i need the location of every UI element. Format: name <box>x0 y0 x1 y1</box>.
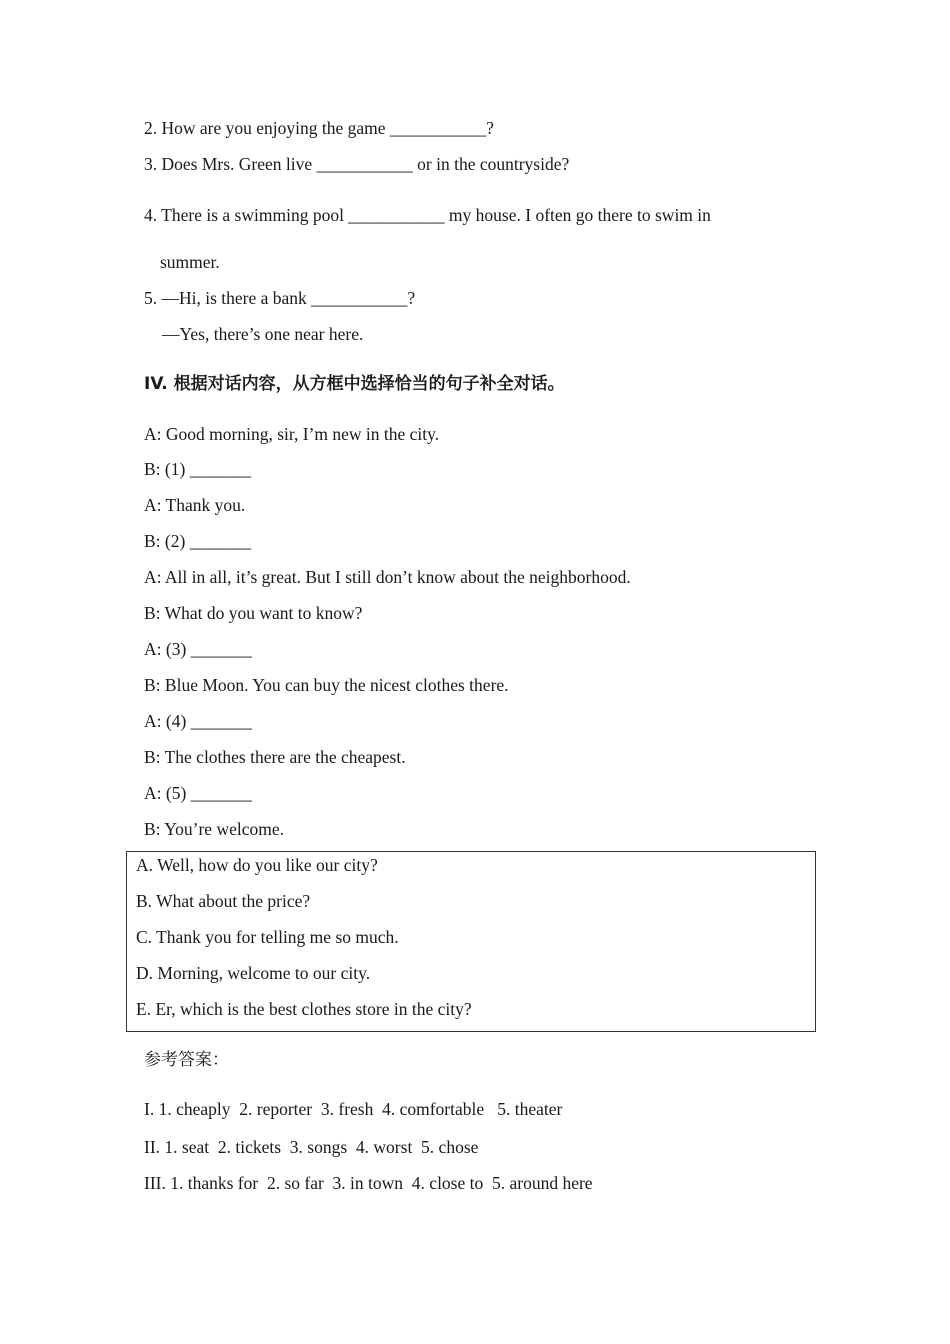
answer-line: I. 1. cheaply 2. reporter 3. fresh 4. comfortable 5. theater <box>144 1099 563 1119</box>
dialogue-line: B: What do you want to know? <box>144 603 363 623</box>
dialogue-line: A: Thank you. <box>144 495 246 515</box>
option-item: D. Morning, welcome to our city. <box>136 963 371 983</box>
exercise-item-continuation: summer. <box>160 252 220 272</box>
dialogue-line: A: All in all, it’s great. But I still don’t know about the neighborhood. <box>144 567 631 587</box>
option-item: A. Well, how do you like our city? <box>136 855 378 875</box>
option-item: B. What about the price? <box>136 891 311 911</box>
exercise-item-answer: —Yes, there’s one near here. <box>162 324 364 344</box>
dialogue-line: B: (2) _______ <box>144 531 251 551</box>
dialogue-line: B: Blue Moon. You can buy the nicest clothes there. <box>144 675 509 695</box>
dialogue-line: B: The clothes there are the cheapest. <box>144 747 406 767</box>
section-heading: IV. 根据对话内容，从方框中选择恰当的句子补全对话。 <box>144 374 565 394</box>
option-item: C. Thank you for telling me so much. <box>136 927 399 947</box>
answer-line: II. 1. seat 2. tickets 3. songs 4. worst 5. chose <box>144 1137 479 1157</box>
answer-line: III. 1. thanks for 2. so far 3. in town 4. close to 5. around here <box>144 1173 593 1193</box>
exercise-item: 3. Does Mrs. Green live ___________ or in the countryside? <box>144 154 570 174</box>
dialogue-line: B: You’re welcome. <box>144 819 284 839</box>
dialogue-line: A: (3) _______ <box>144 639 252 659</box>
dialogue-line: A: (4) _______ <box>144 711 252 731</box>
dialogue-line: A: (5) _______ <box>144 783 252 803</box>
dialogue-line: A: Good morning, sir, I’m new in the city. <box>144 424 440 444</box>
exercise-item: 5. —Hi, is there a bank ___________? <box>144 288 416 308</box>
exercise-item: 2. How are you enjoying the game ___________? <box>144 118 494 138</box>
exercise-item: 4. There is a swimming pool ___________ my house. I often go there to swim in <box>144 205 711 225</box>
answers-heading: 参考答案： <box>144 1050 229 1070</box>
option-item: E. Er, which is the best clothes store in the city? <box>136 999 472 1019</box>
dialogue-line: B: (1) _______ <box>144 459 251 479</box>
